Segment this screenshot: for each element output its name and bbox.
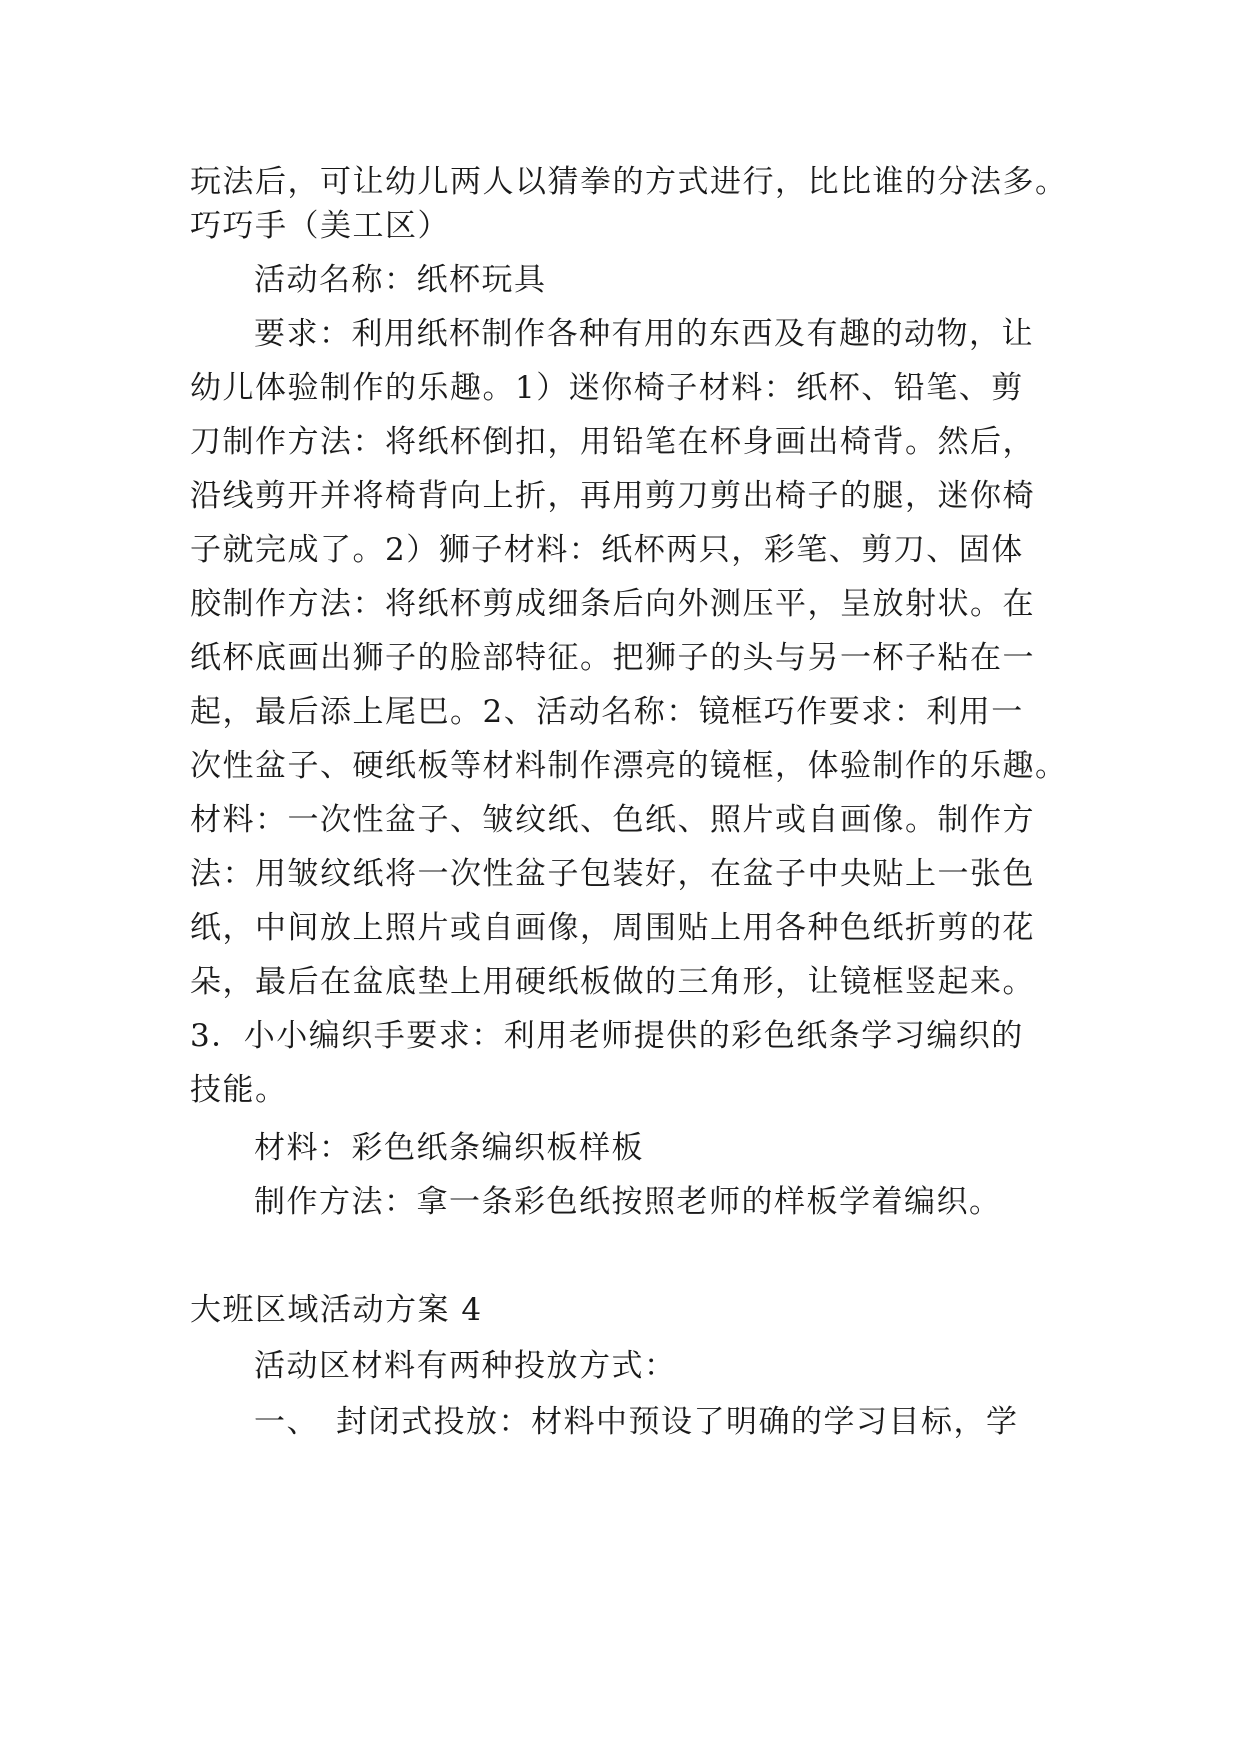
text-line: 刀制作方法：将纸杯倒扣，用铅笔在杯身画出椅背。然后， [190, 424, 1035, 460]
section-heading: 巧巧手（美工区） [190, 208, 450, 244]
text-line: 要求：利用纸杯制作各种有用的东西及有趣的动物，让 [254, 316, 1034, 352]
text-line: 子就完成了。2）狮子材料：纸杯两只，彩笔、剪刀、固体 [190, 532, 1024, 568]
text-line: 次性盆子、硬纸板等材料制作漂亮的镜框，体验制作的乐趣。 [190, 748, 1068, 784]
text-line: 活动区材料有两种投放方式： [254, 1348, 677, 1384]
text-line: 法：用皱纹纸将一次性盆子包装好，在盆子中央贴上一张色 [190, 856, 1035, 892]
text-line: 制作方法：拿一条彩色纸按照老师的样板学着编织。 [254, 1184, 1002, 1220]
text-line: 一、 封闭式投放：材料中预设了明确的学习目标，学 [254, 1404, 1019, 1440]
text-line: 起，最后添上尾巴。2、活动名称：镜框巧作要求：利用一 [190, 694, 1024, 730]
section-heading: 大班区域活动方案 4 [190, 1292, 483, 1328]
text-line: 玩法后，可让幼儿两人以猜拳的方式进行，比比谁的分法多。 [190, 164, 1068, 200]
text-line: 技能。 [190, 1072, 288, 1108]
text-line: 材料：彩色纸条编织板样板 [254, 1130, 644, 1166]
text-line: 胶制作方法：将纸杯剪成细条后向外测压平，呈放射状。在 [190, 586, 1035, 622]
text-line: 活动名称：纸杯玩具 [254, 262, 547, 298]
text-line: 纸杯底画出狮子的脸部特征。把狮子的头与另一杯子粘在一 [190, 640, 1035, 676]
text-line: 沿线剪开并将椅背向上折，再用剪刀剪出椅子的腿，迷你椅 [190, 478, 1035, 514]
text-line: 朵，最后在盆底垫上用硬纸板做的三角形，让镜框竖起来。 [190, 964, 1035, 1000]
text-line: 材料：一次性盆子、皱纹纸、色纸、照片或自画像。制作方 [190, 802, 1035, 838]
text-line: 幼儿体验制作的乐趣。1）迷你椅子材料：纸杯、铅笔、剪 [190, 370, 1024, 406]
text-line: 纸，中间放上照片或自画像，周围贴上用各种色纸折剪的花 [190, 910, 1035, 946]
text-line: 3．小小编织手要求：利用老师提供的彩色纸条学习编织的 [190, 1018, 1024, 1054]
